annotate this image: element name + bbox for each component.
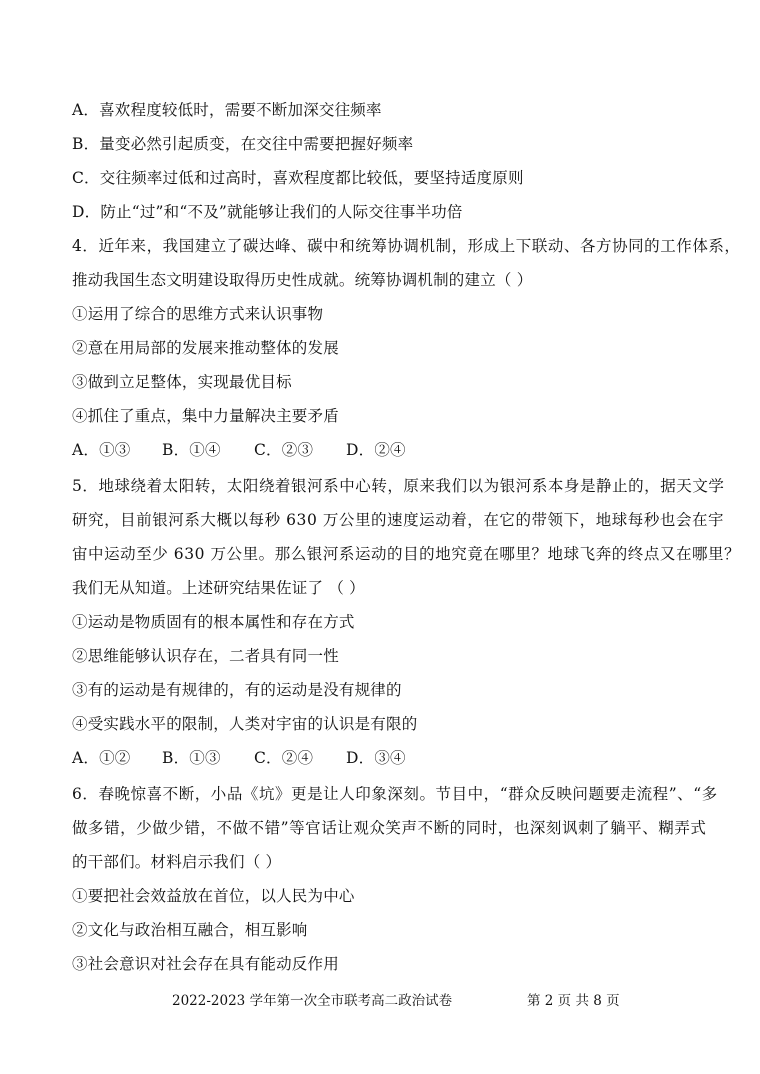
q5-choice-a: A．①② bbox=[72, 749, 131, 767]
q5-choice-c: C．②④ bbox=[254, 749, 314, 767]
q6-item-3: ③社会意识对社会存在具有能动反作用 bbox=[72, 955, 339, 973]
q5-stem-line1: 5．地球绕着太阳转，太阳绕着银河系中心转，原来我们以为银河系本身是静止的，据天文学 bbox=[72, 477, 725, 495]
q3-option-a: A．喜欢程度较低时，需要不断加深交往频率 bbox=[72, 101, 382, 119]
q5-item-4: ④受实践水平的限制，人类对宇宙的认识是有限的 bbox=[72, 715, 418, 733]
q5-choices bbox=[72, 748, 702, 768]
q4-stem-line2: 推动我国生态文明建设取得历史性成就。统筹协调机制的建立（ ） bbox=[72, 271, 533, 289]
q5-item-3: ③有的运动是有规律的，有的运动是没有规律的 bbox=[72, 681, 402, 699]
q4-item-1: ①运用了综合的思维方式来认识事物 bbox=[72, 305, 324, 323]
q5-stem-line3: 宙中运动至少 630 万公里。那么银河系运动的目的地究竟在哪里？地球飞奔的终点又在哪里？ bbox=[72, 545, 741, 563]
q5-choice-b: B．①③ bbox=[162, 749, 221, 767]
page-number: 第 2 页 共 8 页 bbox=[527, 993, 620, 1009]
q3-option-b: B．量变必然引起质变，在交往中需要把握好频率 bbox=[72, 135, 414, 153]
q3-option-d: D．防止“过”和“不及”就能够让我们的人际交往事半功倍 bbox=[72, 203, 463, 221]
q4-item-3: ③做到立足整体，实现最优目标 bbox=[72, 373, 292, 391]
q3-option-c: C．交往频率过低和过高时，喜欢程度都比较低，要坚持适度原则 bbox=[72, 169, 524, 187]
q5-choice-d: D．③④ bbox=[346, 749, 406, 767]
q4-choice-d: D．②④ bbox=[346, 441, 406, 459]
q5-stem-line4: 我们无从知道。上述研究结果佐证了 （ ） bbox=[72, 579, 365, 597]
q6-stem-line3: 的干部们。材料启示我们（ ） bbox=[72, 853, 282, 871]
q4-item-2: ②意在用局部的发展来推动整体的发展 bbox=[72, 339, 339, 357]
q5-stem-line2: 研究，目前银河系大概以每秒 630 万公里的速度运动着，在它的带领下，地球每秒也会在宇 bbox=[72, 511, 725, 529]
q4-stem-line1: 4．近年来，我国建立了碳达峰、碳中和统筹协调机制，形成上下联动、各方协同的工作体系， bbox=[72, 237, 741, 255]
q5-item-2: ②思维能够认识存在，二者具有同一性 bbox=[72, 647, 339, 665]
q4-choices bbox=[72, 440, 702, 460]
q6-item-1: ①要把社会效益放在首位，以人民为中心 bbox=[72, 887, 355, 905]
q4-item-4: ④抓住了重点，集中力量解决主要矛盾 bbox=[72, 407, 339, 425]
q4-choice-a: A．①③ bbox=[72, 441, 131, 459]
q6-stem-line2: 做多错，少做少错，不做不错”等官话让观众笑声不断的同时，也深刻讽刺了躺平、糊弄式 bbox=[72, 819, 707, 837]
exam-title: 2022-2023 学年第一次全市联考高二政治试卷 bbox=[172, 993, 453, 1009]
q6-stem-line1: 6．春晚惊喜不断，小品《坑》更是让人印象深刻。节目中，“群众反映问题要走流程”、“多 bbox=[72, 785, 718, 803]
q6-item-2: ②文化与政治相互融合，相互影响 bbox=[72, 921, 308, 939]
q4-choice-c: C．②③ bbox=[254, 441, 314, 459]
q5-item-1: ①运动是物质固有的根本属性和存在方式 bbox=[72, 613, 355, 631]
q4-choice-b: B．①④ bbox=[162, 441, 221, 459]
